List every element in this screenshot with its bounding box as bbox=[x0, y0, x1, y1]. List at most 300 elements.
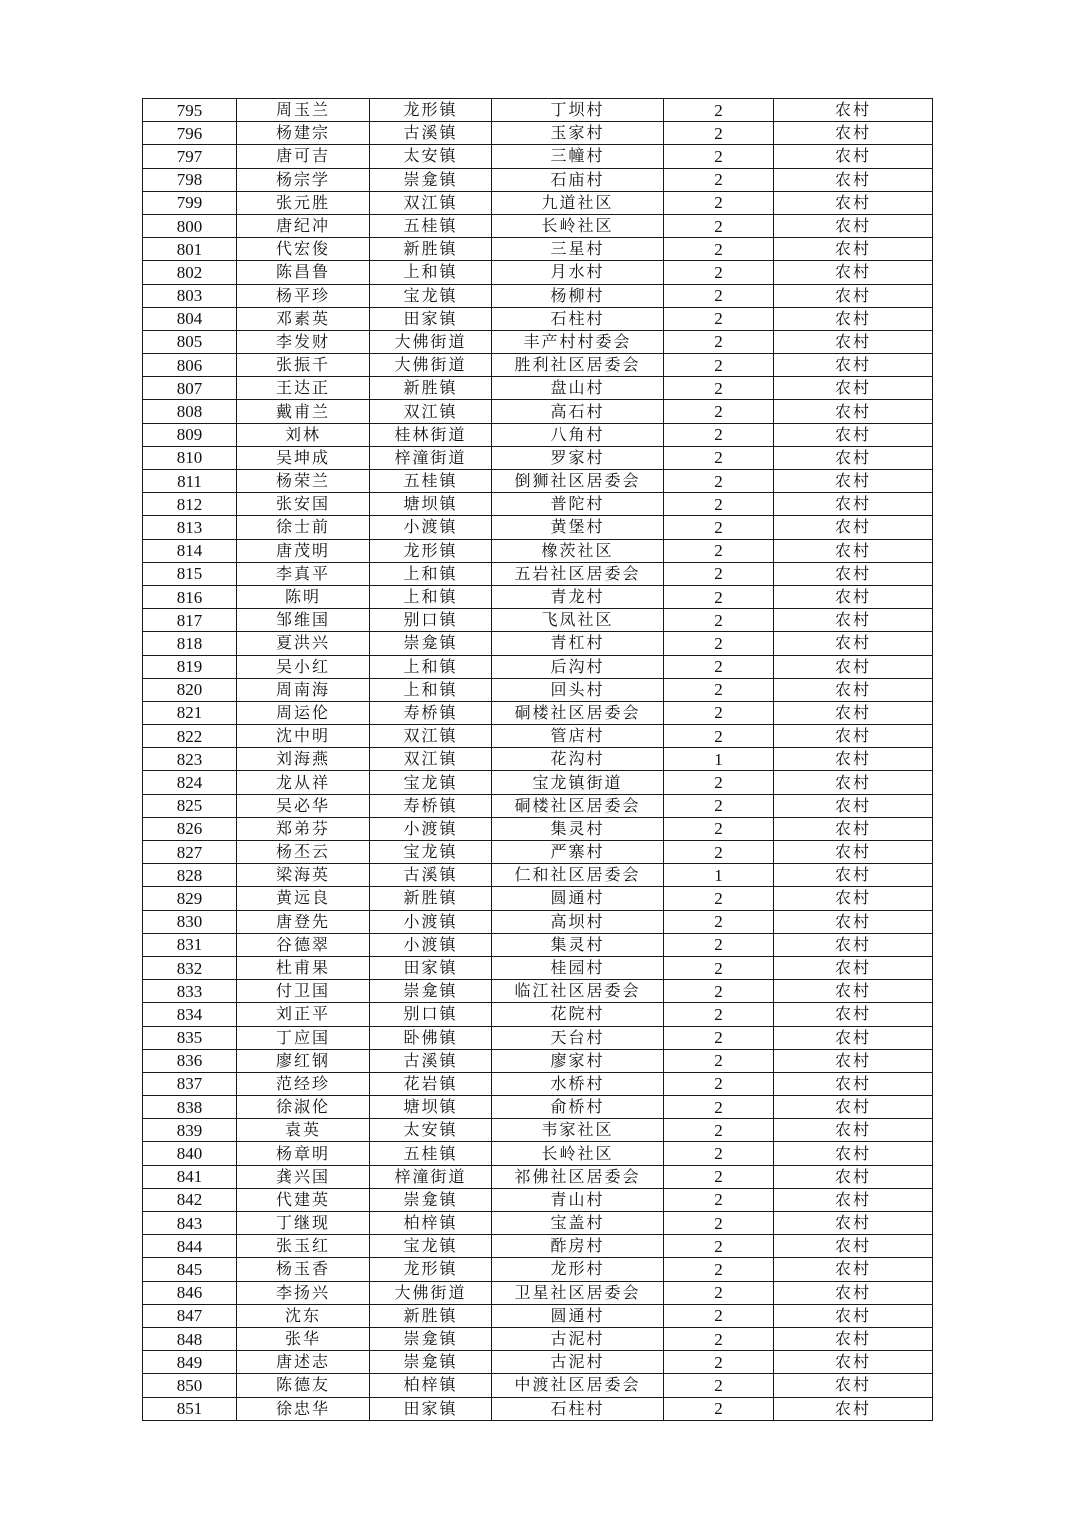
count-cell: 2 bbox=[664, 122, 774, 145]
serial-number-cell: 818 bbox=[143, 632, 237, 655]
area-type-cell: 农村 bbox=[774, 423, 933, 446]
serial-number-cell: 799 bbox=[143, 191, 237, 214]
town-cell: 梓潼街道 bbox=[370, 446, 492, 469]
area-type-cell: 农村 bbox=[774, 1258, 933, 1281]
town-cell: 崇龛镇 bbox=[370, 632, 492, 655]
name-cell: 李发财 bbox=[237, 330, 370, 353]
area-type-cell: 农村 bbox=[774, 887, 933, 910]
name-cell: 唐述志 bbox=[237, 1351, 370, 1374]
town-cell: 小渡镇 bbox=[370, 516, 492, 539]
name-cell: 杨平珍 bbox=[237, 284, 370, 307]
table-row bbox=[143, 725, 933, 748]
village-cell: 青杠村 bbox=[492, 632, 664, 655]
town-cell: 古溪镇 bbox=[370, 122, 492, 145]
area-type-cell: 农村 bbox=[774, 493, 933, 516]
serial-number-cell: 845 bbox=[143, 1258, 237, 1281]
count-cell: 1 bbox=[664, 748, 774, 771]
area-type-cell: 农村 bbox=[774, 980, 933, 1003]
village-cell: 硐楼社区居委会 bbox=[492, 701, 664, 724]
name-cell: 李扬兴 bbox=[237, 1281, 370, 1304]
area-type-cell: 农村 bbox=[774, 377, 933, 400]
serial-number-cell: 832 bbox=[143, 956, 237, 979]
town-cell: 宝龙镇 bbox=[370, 771, 492, 794]
name-cell: 沈东 bbox=[237, 1304, 370, 1327]
name-cell: 龚兴国 bbox=[237, 1165, 370, 1188]
count-cell: 2 bbox=[664, 1026, 774, 1049]
town-cell: 崇龛镇 bbox=[370, 1188, 492, 1211]
village-cell: 管店村 bbox=[492, 725, 664, 748]
name-cell: 杜甫果 bbox=[237, 956, 370, 979]
table-row bbox=[143, 748, 933, 771]
area-type-cell: 农村 bbox=[774, 655, 933, 678]
village-cell: 石庙村 bbox=[492, 168, 664, 191]
serial-number-cell: 800 bbox=[143, 214, 237, 237]
village-cell: 回头村 bbox=[492, 678, 664, 701]
name-cell: 张安国 bbox=[237, 493, 370, 516]
village-cell: 卫星社区居委会 bbox=[492, 1281, 664, 1304]
table-row bbox=[143, 307, 933, 330]
village-cell: 长岭社区 bbox=[492, 1142, 664, 1165]
count-cell: 2 bbox=[664, 214, 774, 237]
town-cell: 大佛街道 bbox=[370, 1281, 492, 1304]
area-type-cell: 农村 bbox=[774, 933, 933, 956]
village-cell: 飞凤社区 bbox=[492, 609, 664, 632]
count-cell: 2 bbox=[664, 493, 774, 516]
town-cell: 新胜镇 bbox=[370, 887, 492, 910]
name-cell: 丁应国 bbox=[237, 1026, 370, 1049]
count-cell: 2 bbox=[664, 1327, 774, 1350]
serial-number-cell: 825 bbox=[143, 794, 237, 817]
name-cell: 黄远良 bbox=[237, 887, 370, 910]
table-row bbox=[143, 446, 933, 469]
table-row bbox=[143, 1258, 933, 1281]
count-cell: 2 bbox=[664, 771, 774, 794]
serial-number-cell: 829 bbox=[143, 887, 237, 910]
count-cell: 2 bbox=[664, 585, 774, 608]
count-cell: 2 bbox=[664, 1258, 774, 1281]
village-cell: 祁佛社区居委会 bbox=[492, 1165, 664, 1188]
town-cell: 柏梓镇 bbox=[370, 1374, 492, 1397]
village-cell: 黄堡村 bbox=[492, 516, 664, 539]
town-cell: 上和镇 bbox=[370, 655, 492, 678]
village-cell: 龙形村 bbox=[492, 1258, 664, 1281]
name-cell: 陈明 bbox=[237, 585, 370, 608]
name-cell: 徐忠华 bbox=[237, 1397, 370, 1420]
area-type-cell: 农村 bbox=[774, 910, 933, 933]
table-row bbox=[143, 910, 933, 933]
area-type-cell: 农村 bbox=[774, 678, 933, 701]
town-cell: 田家镇 bbox=[370, 956, 492, 979]
area-type-cell: 农村 bbox=[774, 470, 933, 493]
count-cell: 2 bbox=[664, 1304, 774, 1327]
table-row bbox=[143, 470, 933, 493]
area-type-cell: 农村 bbox=[774, 1096, 933, 1119]
village-cell: 集灵村 bbox=[492, 817, 664, 840]
serial-number-cell: 808 bbox=[143, 400, 237, 423]
area-type-cell: 农村 bbox=[774, 1212, 933, 1235]
count-cell: 2 bbox=[664, 609, 774, 632]
area-type-cell: 农村 bbox=[774, 1327, 933, 1350]
town-cell: 龙形镇 bbox=[370, 1258, 492, 1281]
area-type-cell: 农村 bbox=[774, 307, 933, 330]
table-row bbox=[143, 794, 933, 817]
count-cell: 2 bbox=[664, 956, 774, 979]
area-type-cell: 农村 bbox=[774, 1397, 933, 1420]
serial-number-cell: 826 bbox=[143, 817, 237, 840]
serial-number-cell: 830 bbox=[143, 910, 237, 933]
village-cell: 丁坝村 bbox=[492, 99, 664, 122]
village-cell: 圆通村 bbox=[492, 1304, 664, 1327]
data-table bbox=[142, 98, 933, 1421]
name-cell: 陈昌鲁 bbox=[237, 261, 370, 284]
town-cell: 双江镇 bbox=[370, 191, 492, 214]
village-cell: 硐楼社区居委会 bbox=[492, 794, 664, 817]
table-row bbox=[143, 354, 933, 377]
town-cell: 上和镇 bbox=[370, 585, 492, 608]
table-row bbox=[143, 493, 933, 516]
town-cell: 崇龛镇 bbox=[370, 168, 492, 191]
name-cell: 丁继现 bbox=[237, 1212, 370, 1235]
name-cell: 吴坤成 bbox=[237, 446, 370, 469]
table-row bbox=[143, 377, 933, 400]
serial-number-cell: 820 bbox=[143, 678, 237, 701]
area-type-cell: 农村 bbox=[774, 354, 933, 377]
town-cell: 花岩镇 bbox=[370, 1072, 492, 1095]
table-row bbox=[143, 609, 933, 632]
village-cell: 古泥村 bbox=[492, 1351, 664, 1374]
village-cell: 胜利社区居委会 bbox=[492, 354, 664, 377]
count-cell: 2 bbox=[664, 1188, 774, 1211]
town-cell: 双江镇 bbox=[370, 748, 492, 771]
village-cell: 九道社区 bbox=[492, 191, 664, 214]
name-cell: 李真平 bbox=[237, 562, 370, 585]
count-cell: 2 bbox=[664, 794, 774, 817]
serial-number-cell: 835 bbox=[143, 1026, 237, 1049]
count-cell: 2 bbox=[664, 562, 774, 585]
name-cell: 邓素英 bbox=[237, 307, 370, 330]
serial-number-cell: 798 bbox=[143, 168, 237, 191]
count-cell: 2 bbox=[664, 1072, 774, 1095]
table-row bbox=[143, 1374, 933, 1397]
table-row bbox=[143, 1304, 933, 1327]
area-type-cell: 农村 bbox=[774, 400, 933, 423]
name-cell: 付卫国 bbox=[237, 980, 370, 1003]
count-cell: 2 bbox=[664, 725, 774, 748]
town-cell: 寿桥镇 bbox=[370, 701, 492, 724]
village-cell: 中渡社区居委会 bbox=[492, 1374, 664, 1397]
name-cell: 王达正 bbox=[237, 377, 370, 400]
town-cell: 五桂镇 bbox=[370, 470, 492, 493]
area-type-cell: 农村 bbox=[774, 1142, 933, 1165]
table-row bbox=[143, 1119, 933, 1142]
town-cell: 柏梓镇 bbox=[370, 1212, 492, 1235]
village-cell: 桂园村 bbox=[492, 956, 664, 979]
count-cell: 2 bbox=[664, 1049, 774, 1072]
serial-number-cell: 822 bbox=[143, 725, 237, 748]
table-row bbox=[143, 168, 933, 191]
table-row bbox=[143, 516, 933, 539]
town-cell: 新胜镇 bbox=[370, 238, 492, 261]
serial-number-cell: 833 bbox=[143, 980, 237, 1003]
count-cell: 2 bbox=[664, 817, 774, 840]
village-cell: 水桥村 bbox=[492, 1072, 664, 1095]
area-type-cell: 农村 bbox=[774, 191, 933, 214]
count-cell: 2 bbox=[664, 307, 774, 330]
serial-number-cell: 804 bbox=[143, 307, 237, 330]
serial-number-cell: 814 bbox=[143, 539, 237, 562]
serial-number-cell: 809 bbox=[143, 423, 237, 446]
area-type-cell: 农村 bbox=[774, 725, 933, 748]
area-type-cell: 农村 bbox=[774, 701, 933, 724]
table-row bbox=[143, 1049, 933, 1072]
name-cell: 张玉红 bbox=[237, 1235, 370, 1258]
town-cell: 五桂镇 bbox=[370, 1142, 492, 1165]
table-row bbox=[143, 887, 933, 910]
area-type-cell: 农村 bbox=[774, 1351, 933, 1374]
town-cell: 桂林街道 bbox=[370, 423, 492, 446]
table-row bbox=[143, 423, 933, 446]
town-cell: 宝龙镇 bbox=[370, 284, 492, 307]
table-row bbox=[143, 1281, 933, 1304]
name-cell: 唐纪冲 bbox=[237, 214, 370, 237]
name-cell: 杨建宗 bbox=[237, 122, 370, 145]
serial-number-cell: 803 bbox=[143, 284, 237, 307]
village-cell: 倒狮社区居委会 bbox=[492, 470, 664, 493]
name-cell: 唐可吉 bbox=[237, 145, 370, 168]
count-cell: 2 bbox=[664, 1212, 774, 1235]
town-cell: 上和镇 bbox=[370, 678, 492, 701]
count-cell: 2 bbox=[664, 1003, 774, 1026]
table-row bbox=[143, 864, 933, 887]
area-type-cell: 农村 bbox=[774, 261, 933, 284]
village-cell: 花院村 bbox=[492, 1003, 664, 1026]
village-cell: 古泥村 bbox=[492, 1327, 664, 1350]
name-cell: 代宏俊 bbox=[237, 238, 370, 261]
town-cell: 寿桥镇 bbox=[370, 794, 492, 817]
village-cell: 严寨村 bbox=[492, 841, 664, 864]
area-type-cell: 农村 bbox=[774, 122, 933, 145]
area-type-cell: 农村 bbox=[774, 1188, 933, 1211]
serial-number-cell: 844 bbox=[143, 1235, 237, 1258]
table-row bbox=[143, 1212, 933, 1235]
town-cell: 上和镇 bbox=[370, 562, 492, 585]
name-cell: 徐淑伦 bbox=[237, 1096, 370, 1119]
name-cell: 郑弟芬 bbox=[237, 817, 370, 840]
area-type-cell: 农村 bbox=[774, 817, 933, 840]
area-type-cell: 农村 bbox=[774, 1049, 933, 1072]
serial-number-cell: 807 bbox=[143, 377, 237, 400]
village-cell: 高坝村 bbox=[492, 910, 664, 933]
count-cell: 2 bbox=[664, 933, 774, 956]
name-cell: 夏洪兴 bbox=[237, 632, 370, 655]
serial-number-cell: 816 bbox=[143, 585, 237, 608]
town-cell: 塘坝镇 bbox=[370, 493, 492, 516]
village-cell: 宝盖村 bbox=[492, 1212, 664, 1235]
village-cell: 花沟村 bbox=[492, 748, 664, 771]
area-type-cell: 农村 bbox=[774, 168, 933, 191]
name-cell: 唐登先 bbox=[237, 910, 370, 933]
table-row bbox=[143, 1397, 933, 1420]
name-cell: 沈中明 bbox=[237, 725, 370, 748]
table-row bbox=[143, 261, 933, 284]
area-type-cell: 农村 bbox=[774, 771, 933, 794]
village-cell: 青龙村 bbox=[492, 585, 664, 608]
area-type-cell: 农村 bbox=[774, 238, 933, 261]
area-type-cell: 农村 bbox=[774, 794, 933, 817]
serial-number-cell: 801 bbox=[143, 238, 237, 261]
name-cell: 刘海燕 bbox=[237, 748, 370, 771]
table-row bbox=[143, 145, 933, 168]
area-type-cell: 农村 bbox=[774, 284, 933, 307]
count-cell: 2 bbox=[664, 470, 774, 493]
count-cell: 2 bbox=[664, 377, 774, 400]
town-cell: 宝龙镇 bbox=[370, 841, 492, 864]
table-row bbox=[143, 284, 933, 307]
town-cell: 五桂镇 bbox=[370, 214, 492, 237]
table-row bbox=[143, 817, 933, 840]
town-cell: 古溪镇 bbox=[370, 864, 492, 887]
serial-number-cell: 815 bbox=[143, 562, 237, 585]
area-type-cell: 农村 bbox=[774, 539, 933, 562]
name-cell: 杨章明 bbox=[237, 1142, 370, 1165]
village-cell: 三幢村 bbox=[492, 145, 664, 168]
serial-number-cell: 812 bbox=[143, 493, 237, 516]
name-cell: 周运伦 bbox=[237, 701, 370, 724]
town-cell: 双江镇 bbox=[370, 400, 492, 423]
count-cell: 2 bbox=[664, 284, 774, 307]
area-type-cell: 农村 bbox=[774, 1374, 933, 1397]
serial-number-cell: 811 bbox=[143, 470, 237, 493]
village-cell: 玉家村 bbox=[492, 122, 664, 145]
table-row bbox=[143, 539, 933, 562]
village-cell: 宝龙镇街道 bbox=[492, 771, 664, 794]
area-type-cell: 农村 bbox=[774, 446, 933, 469]
serial-number-cell: 849 bbox=[143, 1351, 237, 1374]
table-row bbox=[143, 655, 933, 678]
serial-number-cell: 850 bbox=[143, 1374, 237, 1397]
town-cell: 塘坝镇 bbox=[370, 1096, 492, 1119]
serial-number-cell: 851 bbox=[143, 1397, 237, 1420]
area-type-cell: 农村 bbox=[774, 956, 933, 979]
village-cell: 临江社区居委会 bbox=[492, 980, 664, 1003]
town-cell: 太安镇 bbox=[370, 1119, 492, 1142]
table-row bbox=[143, 771, 933, 794]
serial-number-cell: 819 bbox=[143, 655, 237, 678]
serial-number-cell: 806 bbox=[143, 354, 237, 377]
serial-number-cell: 842 bbox=[143, 1188, 237, 1211]
village-cell: 长岭社区 bbox=[492, 214, 664, 237]
table-row bbox=[143, 1026, 933, 1049]
count-cell: 2 bbox=[664, 1142, 774, 1165]
town-cell: 小渡镇 bbox=[370, 933, 492, 956]
serial-number-cell: 848 bbox=[143, 1327, 237, 1350]
count-cell: 2 bbox=[664, 330, 774, 353]
village-cell: 八角村 bbox=[492, 423, 664, 446]
table-row bbox=[143, 400, 933, 423]
village-cell: 杨柳村 bbox=[492, 284, 664, 307]
table-row bbox=[143, 632, 933, 655]
count-cell: 2 bbox=[664, 261, 774, 284]
serial-number-cell: 796 bbox=[143, 122, 237, 145]
town-cell: 龙形镇 bbox=[370, 99, 492, 122]
serial-number-cell: 795 bbox=[143, 99, 237, 122]
count-cell: 2 bbox=[664, 910, 774, 933]
name-cell: 范经珍 bbox=[237, 1072, 370, 1095]
area-type-cell: 农村 bbox=[774, 632, 933, 655]
area-type-cell: 农村 bbox=[774, 585, 933, 608]
village-cell: 丰产村村委会 bbox=[492, 330, 664, 353]
serial-number-cell: 824 bbox=[143, 771, 237, 794]
count-cell: 2 bbox=[664, 1374, 774, 1397]
town-cell: 别口镇 bbox=[370, 1003, 492, 1026]
table-row bbox=[143, 99, 933, 122]
name-cell: 梁海英 bbox=[237, 864, 370, 887]
count-cell: 2 bbox=[664, 446, 774, 469]
village-cell: 石柱村 bbox=[492, 1397, 664, 1420]
name-cell: 代建英 bbox=[237, 1188, 370, 1211]
serial-number-cell: 839 bbox=[143, 1119, 237, 1142]
area-type-cell: 农村 bbox=[774, 1235, 933, 1258]
village-cell: 橡茨社区 bbox=[492, 539, 664, 562]
town-cell: 小渡镇 bbox=[370, 817, 492, 840]
town-cell: 梓潼街道 bbox=[370, 1165, 492, 1188]
count-cell: 1 bbox=[664, 864, 774, 887]
name-cell: 吴必华 bbox=[237, 794, 370, 817]
name-cell: 徐士前 bbox=[237, 516, 370, 539]
village-cell: 廖家村 bbox=[492, 1049, 664, 1072]
serial-number-cell: 838 bbox=[143, 1096, 237, 1119]
name-cell: 张华 bbox=[237, 1327, 370, 1350]
village-cell: 韦家社区 bbox=[492, 1119, 664, 1142]
name-cell: 张元胜 bbox=[237, 191, 370, 214]
count-cell: 2 bbox=[664, 1235, 774, 1258]
village-cell: 后沟村 bbox=[492, 655, 664, 678]
village-cell: 高石村 bbox=[492, 400, 664, 423]
serial-number-cell: 797 bbox=[143, 145, 237, 168]
name-cell: 张振千 bbox=[237, 354, 370, 377]
name-cell: 龙从祥 bbox=[237, 771, 370, 794]
area-type-cell: 农村 bbox=[774, 562, 933, 585]
count-cell: 2 bbox=[664, 1119, 774, 1142]
area-type-cell: 农村 bbox=[774, 864, 933, 887]
name-cell: 唐茂明 bbox=[237, 539, 370, 562]
serial-number-cell: 827 bbox=[143, 841, 237, 864]
count-cell: 2 bbox=[664, 145, 774, 168]
town-cell: 大佛街道 bbox=[370, 330, 492, 353]
name-cell: 周玉兰 bbox=[237, 99, 370, 122]
town-cell: 崇龛镇 bbox=[370, 1351, 492, 1374]
village-cell: 酢房村 bbox=[492, 1235, 664, 1258]
name-cell: 周南海 bbox=[237, 678, 370, 701]
town-cell: 新胜镇 bbox=[370, 377, 492, 400]
table-row bbox=[143, 1327, 933, 1350]
table-row bbox=[143, 330, 933, 353]
name-cell: 刘林 bbox=[237, 423, 370, 446]
count-cell: 2 bbox=[664, 1096, 774, 1119]
table-row bbox=[143, 980, 933, 1003]
area-type-cell: 农村 bbox=[774, 1072, 933, 1095]
area-type-cell: 农村 bbox=[774, 841, 933, 864]
town-cell: 龙形镇 bbox=[370, 539, 492, 562]
table-body bbox=[143, 99, 933, 1421]
name-cell: 杨宗学 bbox=[237, 168, 370, 191]
village-cell: 石柱村 bbox=[492, 307, 664, 330]
serial-number-cell: 847 bbox=[143, 1304, 237, 1327]
village-cell: 普陀村 bbox=[492, 493, 664, 516]
town-cell: 太安镇 bbox=[370, 145, 492, 168]
town-cell: 别口镇 bbox=[370, 609, 492, 632]
village-cell: 五岩社区居委会 bbox=[492, 562, 664, 585]
